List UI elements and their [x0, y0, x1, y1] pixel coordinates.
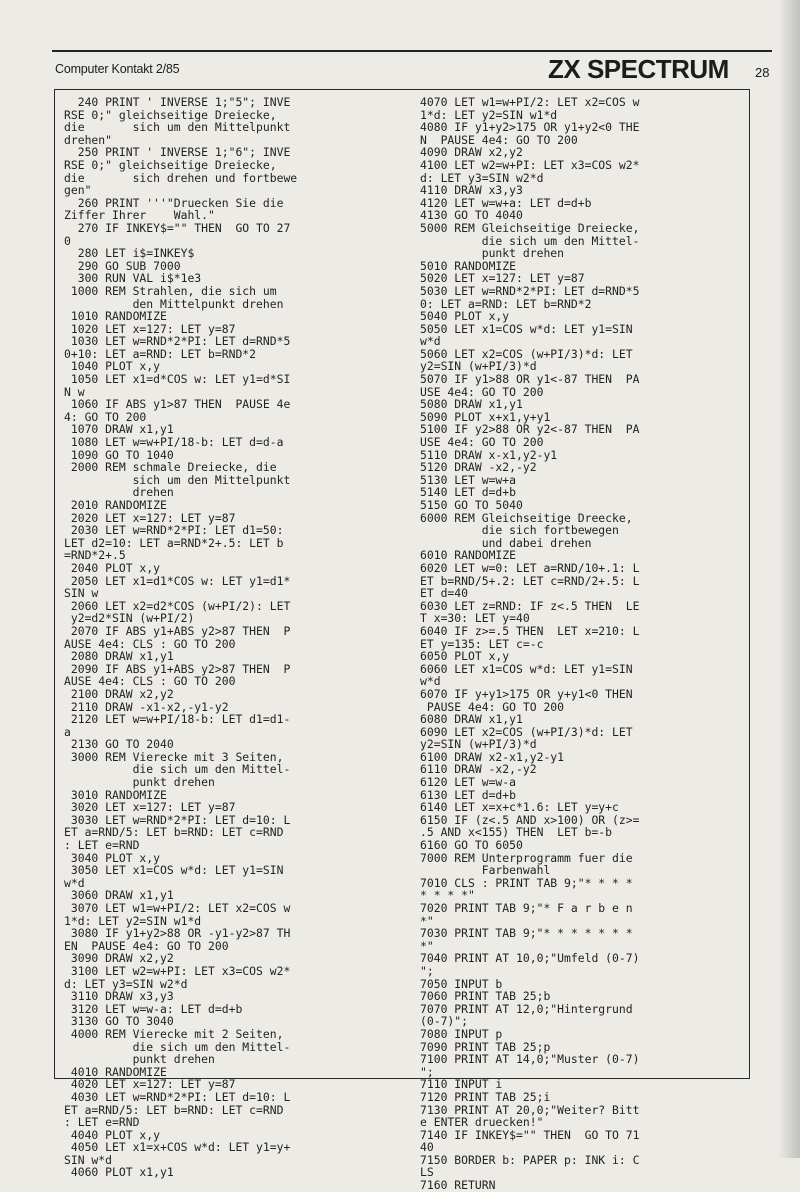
code-line: EN PAUSE 4e4: GO TO 200	[64, 938, 229, 953]
code-line: *"	[420, 938, 434, 953]
code-line: 3130 GO TO 3040	[64, 1014, 174, 1029]
code-line: 0: LET a=RND: LET b=RND*2	[420, 296, 592, 311]
code-line: sich um den Mittelpunkt	[64, 472, 291, 487]
code-line: N PAUSE 4e4: GO TO 200	[420, 132, 578, 147]
code-line: punkt drehen	[64, 775, 215, 790]
code-line: die sich drehen und fortbewe	[64, 170, 298, 185]
code-line: 6010 RANDOMIZE	[420, 548, 517, 563]
code-line: 7120 PRINT TAB 25;i	[420, 1089, 551, 1104]
code-line: 5010 RANDOMIZE	[420, 258, 517, 273]
page-number: 28	[755, 65, 770, 80]
code-line: 4120 LET w=w+a: LET d=d+b	[420, 195, 592, 210]
code-line: 0	[64, 233, 71, 248]
code-line: 5080 DRAW x1,y1	[420, 397, 523, 412]
code-line: Farbenwahl	[420, 863, 551, 878]
code-line: y2=SIN (w+PI/3)*d	[420, 359, 537, 374]
code-line: 280 LET i$=INKEY$	[64, 246, 195, 261]
code-line: e ENTER druecken!"	[420, 1115, 544, 1130]
code-line: ET d=40	[420, 586, 469, 601]
code-line: 2060 LET x2=d2*COS (w+PI/2): LET	[64, 598, 291, 613]
code-line: d: LET y3=SIN w2*d	[420, 170, 544, 185]
code-line: 7040 PRINT AT 10,0;"Umfeld (0-7)	[420, 951, 640, 966]
code-line: 4030 LET w=RND*2*PI: LET d=10: L	[64, 1089, 291, 1104]
code-line: w*d	[420, 334, 441, 349]
code-line: 250 PRINT ' INVERSE 1;"6"; INVE	[64, 145, 291, 160]
code-line: RSE 0;" gleichseitige Dreiecke,	[64, 107, 277, 122]
code-line: a	[64, 724, 71, 739]
code-line: 4070 LET w1=w+PI/2: LET x2=COS w	[420, 95, 640, 109]
code-line: 5150 GO TO 5040	[420, 498, 523, 512]
code-line: 7070 PRINT AT 12,0;"Hintergrund	[420, 1001, 633, 1016]
code-line: 2010 RANDOMIZE	[64, 498, 167, 512]
code-line: 2090 IF ABS y1+ABS y2>87 THEN P	[64, 661, 291, 676]
code-line: 5090 PLOT x+x1,y+y1	[420, 409, 551, 424]
code-line: gen"	[64, 183, 92, 198]
code-line: 5050 LET x1=COS w*d: LET y1=SIN	[420, 321, 633, 336]
code-line: 1020 LET x=127: LET y=87	[64, 321, 236, 336]
code-line: 5000 REM Gleichseitige Dreiecke,	[420, 220, 640, 235]
code-line: 0+10: LET a=RND: LET b=RND*2	[64, 346, 257, 361]
code-line: *"	[420, 913, 434, 928]
code-line: 3070 LET w1=w+PI/2: LET x2=COS w	[64, 901, 291, 915]
code-line: 3000 REM Vierecke mit 3 Seiten,	[64, 749, 284, 764]
code-line: 6100 DRAW x2-x1,y2-y1	[420, 749, 565, 764]
code-line: 6000 REM Gleichseitige Dreecke,	[420, 510, 633, 525]
code-line: 5040 PLOT x,y	[420, 309, 510, 324]
code-line: 40	[420, 1140, 434, 1155]
code-line: 1070 DRAW x1,y1	[64, 422, 174, 437]
code-line: 6150 IF (z<.5 AND x>100) OR (z>=	[420, 812, 640, 827]
code-line: 1080 LET w=w+PI/18-b: LET d=d-a	[64, 435, 284, 450]
code-line: w*d	[64, 875, 85, 890]
code-line: 7130 PRINT AT 20,0;"Weiter? Bitt	[420, 1102, 640, 1117]
code-line: 3010 RANDOMIZE	[64, 787, 167, 802]
code-line: ET a=RND/5: LET b=RND: LET c=RND	[64, 825, 284, 840]
code-line: 7160 RETURN	[420, 1178, 496, 1192]
code-line: 6030 LET z=RND: IF z<.5 THEN LE	[420, 598, 640, 613]
code-line: 3110 DRAW x3,y3	[64, 989, 174, 1004]
code-line: PAUSE 4e4: GO TO 200	[420, 699, 565, 714]
code-line: Ziffer Ihrer Wahl."	[64, 208, 215, 223]
code-line: 3030 LET w=RND*2*PI: LET d=10: L	[64, 812, 291, 827]
code-line: 6110 DRAW -x2,-y2	[420, 762, 537, 777]
code-line: 270 IF INKEY$="" THEN GO TO 27	[64, 220, 291, 235]
code-line: 6020 LET w=0: LET a=RND/10+.1: L	[420, 560, 640, 575]
code-line: 7000 REM Unterprogramm fuer die	[420, 850, 633, 865]
code-line: ET y=135: LET c=-c	[420, 636, 544, 651]
code-line: w*d	[420, 674, 441, 689]
code-line: 7090 PRINT TAB 25;p	[420, 1039, 551, 1054]
code-line: 3080 IF y1+y2>88 OR -y1-y2>87 TH	[64, 926, 291, 941]
code-line: y2=SIN (w+PI/3)*d	[420, 737, 537, 752]
code-line: 2020 LET x=127: LET y=87	[64, 510, 236, 525]
code-line: 2080 DRAW x1,y1	[64, 649, 174, 664]
header-rule	[52, 50, 772, 52]
code-line: 5030 LET w=RND*2*PI: LET d=RND*5	[420, 283, 640, 298]
code-line: d: LET y3=SIN w2*d	[64, 976, 188, 991]
code-line: 2000 REM schmale Dreiecke, die	[64, 460, 277, 475]
code-line: ET b=RND/5+.2: LET c=RND/2+.5: L	[420, 573, 640, 588]
code-line: AUSE 4e4: CLS : GO TO 200	[64, 636, 236, 651]
code-line: 6090 LET x2=COS (w+PI/3)*d: LET	[420, 724, 633, 739]
listing-left-column	[64, 96, 414, 1179]
code-line: 290 GO SUB 7000	[64, 258, 181, 273]
code-line: punkt drehen	[420, 246, 565, 261]
code-line: den Mittelpunkt drehen	[64, 296, 284, 311]
code-line: : LET e=RND	[64, 1115, 140, 1130]
code-line: 3060 DRAW x1,y1	[64, 888, 174, 903]
code-line: USE 4e4: GO TO 200	[420, 435, 544, 450]
code-line: 4080 IF y1+y2>175 OR y1+y2<0 THE	[420, 120, 640, 135]
code-line: 2070 IF ABS y1+ABS y2>87 THEN P	[64, 623, 291, 638]
code-line: 5020 LET x=127: LET y=87	[420, 271, 585, 286]
code-line: 6050 PLOT x,y	[420, 649, 510, 664]
code-line: 4100 LET w2=w+PI: LET x3=COS w2*	[420, 157, 640, 172]
code-line: die sich um den Mittel-	[420, 233, 640, 248]
code-line: 4040 PLOT x,y	[64, 1127, 161, 1142]
code-line: 6140 LET x=x+c*1.6: LET y=y+c	[420, 800, 619, 815]
code-line: 4050 LET x1=x+COS w*d: LET y1=y+	[64, 1140, 291, 1155]
code-line: die sich fortbewegen	[420, 523, 619, 538]
code-line: punkt drehen	[64, 1052, 215, 1067]
code-line: LS	[420, 1165, 434, 1180]
code-line: 240 PRINT ' INVERSE 1;"5"; INVE	[64, 95, 291, 109]
code-line: 4000 REM Vierecke mit 2 Seiten,	[64, 1026, 284, 1041]
code-line: die sich um den Mittel-	[64, 1039, 291, 1054]
code-line: 1050 LET x1=d*COS w: LET y1=d*SI	[64, 372, 291, 387]
code-line: drehen"	[64, 132, 113, 147]
code-line: 1*d: LET y2=SIN w1*d	[420, 107, 558, 122]
code-line: 7030 PRINT TAB 9;"* * * * * * *	[420, 926, 633, 941]
code-line: 7150 BORDER b: PAPER p: INK i: C	[420, 1152, 640, 1167]
code-line: 5110 DRAW x-x1,y2-y1	[420, 447, 558, 462]
code-line: 7080 INPUT p	[420, 1026, 503, 1041]
page-edge-shadow	[778, 0, 800, 1158]
code-line: 5120 DRAW -x2,-y2	[420, 460, 537, 475]
code-line: ";	[420, 963, 434, 978]
code-line: RSE 0;" gleichseitige Dreiecke,	[64, 157, 277, 172]
code-line: 4060 PLOT x1,y1	[64, 1165, 174, 1180]
code-line: 2050 LET x1=d1*COS w: LET y1=d1*	[64, 573, 291, 588]
code-line: 7100 PRINT AT 14,0;"Muster (0-7)	[420, 1052, 640, 1067]
code-line: LET d2=10: LET a=RND*2+.5: LET b	[64, 535, 284, 550]
code-line: 6080 DRAW x1,y1	[420, 712, 523, 727]
code-line: 6060 LET x1=COS w*d: LET y1=SIN	[420, 661, 633, 676]
code-line: y2=d2*SIN (w+PI/2)	[64, 611, 195, 626]
code-line: 4130 GO TO 4040	[420, 208, 523, 223]
code-line: 2120 LET w=w+PI/18-b: LET d1=d1-	[64, 712, 291, 727]
journal-title: Computer Kontakt 2/85	[55, 62, 180, 76]
code-line: 4090 DRAW x2,y2	[420, 145, 523, 160]
code-line: 6160 GO TO 6050	[420, 838, 523, 853]
section-title: ZX SPECTRUM	[548, 54, 729, 84]
code-line: 3020 LET x=127: LET y=87	[64, 800, 236, 815]
code-line: SIN w	[64, 586, 99, 601]
code-line: 6040 IF z>=.5 THEN LET x=210: L	[420, 623, 640, 638]
code-line: ";	[420, 1064, 434, 1079]
code-line: 7060 PRINT TAB 25;b	[420, 989, 551, 1004]
code-line: 1010 RANDOMIZE	[64, 309, 167, 324]
code-line: drehen	[64, 485, 174, 500]
code-line: und dabei drehen	[420, 535, 592, 550]
code-line: 5070 IF y1>88 OR y1<-87 THEN PA	[420, 372, 640, 387]
code-line: 6130 LET d=d+b	[420, 787, 517, 802]
code-line: 4010 RANDOMIZE	[64, 1064, 167, 1079]
code-line: 5060 LET x2=COS (w+PI/3)*d: LET	[420, 346, 633, 361]
code-line: 2040 PLOT x,y	[64, 560, 161, 575]
code-line: .5 AND x<155) THEN LET b=-b	[420, 825, 613, 840]
code-line: 5140 LET d=d+b	[420, 485, 517, 500]
code-line: 3100 LET w2=w+PI: LET x3=COS w2*	[64, 963, 291, 978]
code-line: 6120 LET w=w-a	[420, 775, 517, 790]
code-line: ET a=RND/5: LET b=RND: LET c=RND	[64, 1102, 284, 1117]
code-line: 6070 IF y+y1>175 OR y+y1<0 THEN	[420, 686, 633, 701]
code-line: 3050 LET x1=COS w*d: LET y1=SIN	[64, 863, 284, 878]
code-line: =RND*2+.5	[64, 548, 126, 563]
code-line: 1090 GO TO 1040	[64, 447, 174, 462]
listing-right-column	[420, 96, 750, 1192]
code-line: 1*d: LET y2=SIN w1*d	[64, 913, 202, 928]
code-line: die sich um den Mittelpunkt	[64, 120, 291, 135]
code-line: 4110 DRAW x3,y3	[420, 183, 523, 198]
code-line: 7050 INPUT b	[420, 976, 503, 991]
code-line: 2130 GO TO 2040	[64, 737, 174, 752]
code-line: 3040 PLOT x,y	[64, 850, 161, 865]
code-line: 2030 LET w=RND*2*PI: LET d1=50:	[64, 523, 284, 538]
code-line: die sich um den Mittel-	[64, 762, 291, 777]
code-line: 4020 LET x=127: LET y=87	[64, 1077, 236, 1092]
code-line: 2100 DRAW x2,y2	[64, 686, 174, 701]
code-line: 3120 LET w=w-a: LET d=d+b	[64, 1001, 243, 1016]
code-line: 1000 REM Strahlen, die sich um	[64, 283, 277, 298]
code-line: 7140 IF INKEY$="" THEN GO TO 71	[420, 1127, 640, 1142]
code-line: SIN w*d	[64, 1152, 113, 1167]
code-line: USE 4e4: GO TO 200	[420, 384, 544, 399]
code-line: 260 PRINT '''"Druecken Sie die	[64, 195, 284, 210]
code-line: N w	[64, 384, 85, 399]
code-line: AUSE 4e4: CLS : GO TO 200	[64, 674, 236, 689]
code-line: : LET e=RND	[64, 838, 140, 853]
code-line: (0-7)";	[420, 1014, 469, 1029]
code-line: 7110 INPUT i	[420, 1077, 503, 1092]
code-line: 4: GO TO 200	[64, 409, 147, 424]
code-line: 1040 PLOT x,y	[64, 359, 161, 374]
code-line: 1060 IF ABS y1>87 THEN PAUSE 4e	[64, 397, 291, 412]
code-line: 300 RUN VAL i$*1e3	[64, 271, 202, 286]
code-line: 5130 LET w=w+a	[420, 472, 517, 487]
code-line: T x=30: LET y=40	[420, 611, 530, 626]
code-line: 1030 LET w=RND*2*PI: LET d=RND*5	[64, 334, 291, 349]
code-line: 2110 DRAW -x1-x2,-y1-y2	[64, 699, 229, 714]
code-line: 7020 PRINT TAB 9;"* F a r b e n	[420, 901, 633, 915]
code-line: 7010 CLS : PRINT TAB 9;"* * * *	[420, 875, 633, 890]
code-line: * * * *"	[420, 888, 475, 903]
code-line: 3090 DRAW x2,y2	[64, 951, 174, 966]
code-line: 5100 IF y2>88 OR y2<-87 THEN PA	[420, 422, 640, 437]
